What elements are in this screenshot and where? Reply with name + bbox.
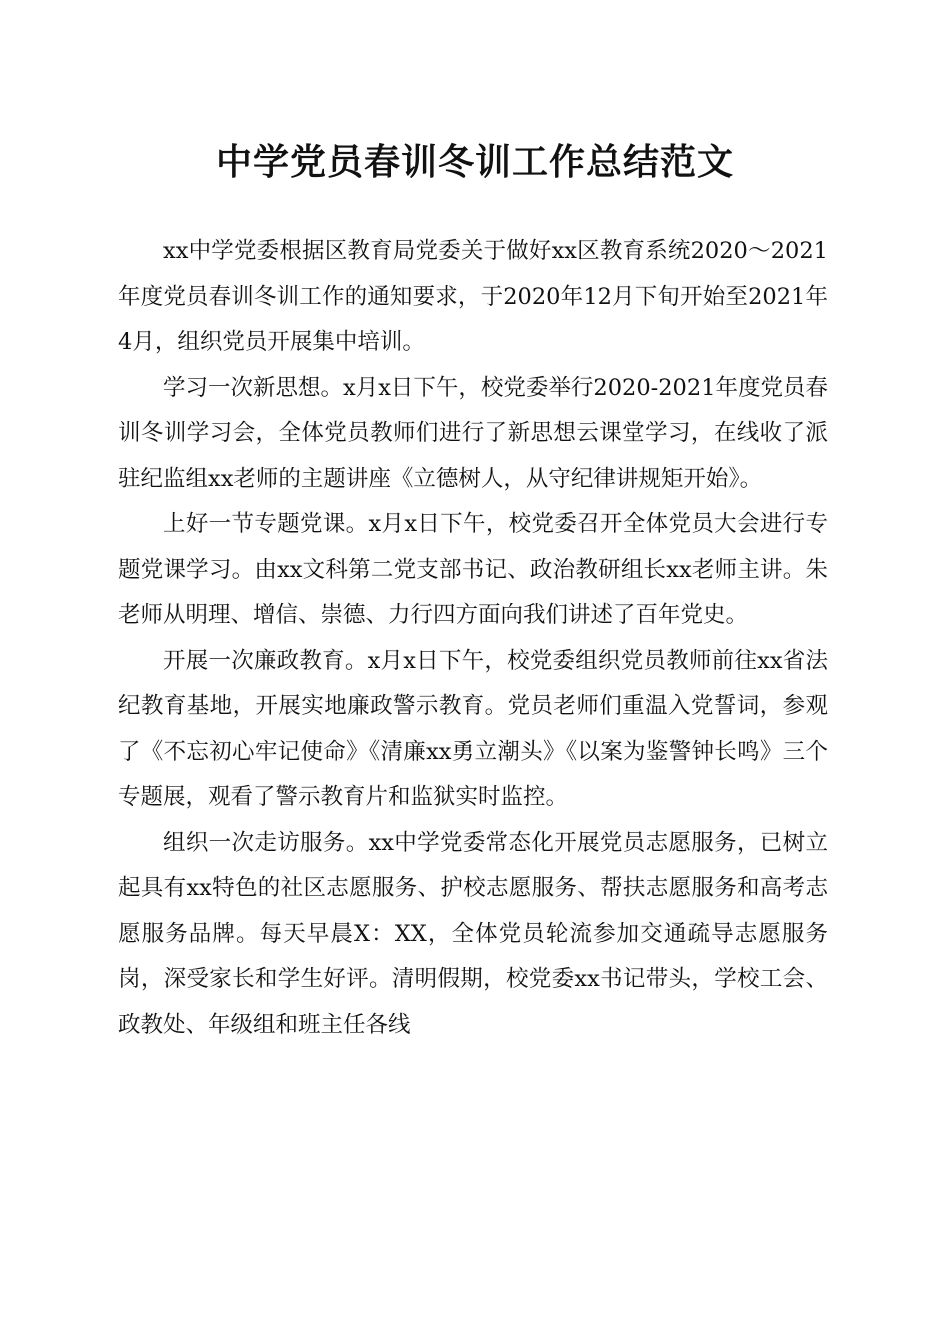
paragraph-study: 学习一次新思想。x月x日下午，校党委举行2020-2021年度党员春训冬训学习会，全体党员教师们进行了新思想云课堂学习，在线收了派驻纪监组xx老师的主题讲座《立德树人，从守纪律讲规矩开始》。 <box>118 374 829 492</box>
document-title: 中学党员春训冬训工作总结范文 <box>215 141 734 183</box>
paragraph-intro: xx中学党委根据区教育局党委关于做好xx区教育系统2020～2021年度党员春训冬训工作的通知要求，于2020年12月下旬开始至2021年4月，组织党员开展集中培训。 <box>118 238 828 355</box>
paragraph-integrity-education: 开展一次廉政教育。x月x日下午，校党委组织党员教师前往xx省法纪教育基地，开展实地廉政警示教育。党员老师们重温入党誓词，参观了《不忘初心牢记使命》《清廉xx勇立潮头》《以案为鉴警钟长鸣》三个专题展，观看了警示教育片和监狱实时监控。 <box>118 647 828 810</box>
paragraph-party-lesson: 上好一节专题党课。x月x日下午，校党委召开全体党员大会进行专题党课学习。由xx文科第二党支部书记、政治教研组长xx老师主讲。朱老师从明理、增信、崇德、力行四方面向我们讲述了百年党史。 <box>118 511 828 628</box>
document-body <box>118 229 828 1048</box>
paragraph-volunteer-service: 组织一次走访服务。xx中学党委常态化开展党员志愿服务，已树立起具有xx特色的社区志愿服务、护校志愿服务、帮扶志愿服务和高考志愿服务品牌。每天早晨X：XX，全体党员轮流参加交通疏导志愿服务岗，深受家长和学生好评。清明假期，校党委xx书记带头，学校工会、政教处、年级组和班主任各线 <box>118 829 828 1038</box>
